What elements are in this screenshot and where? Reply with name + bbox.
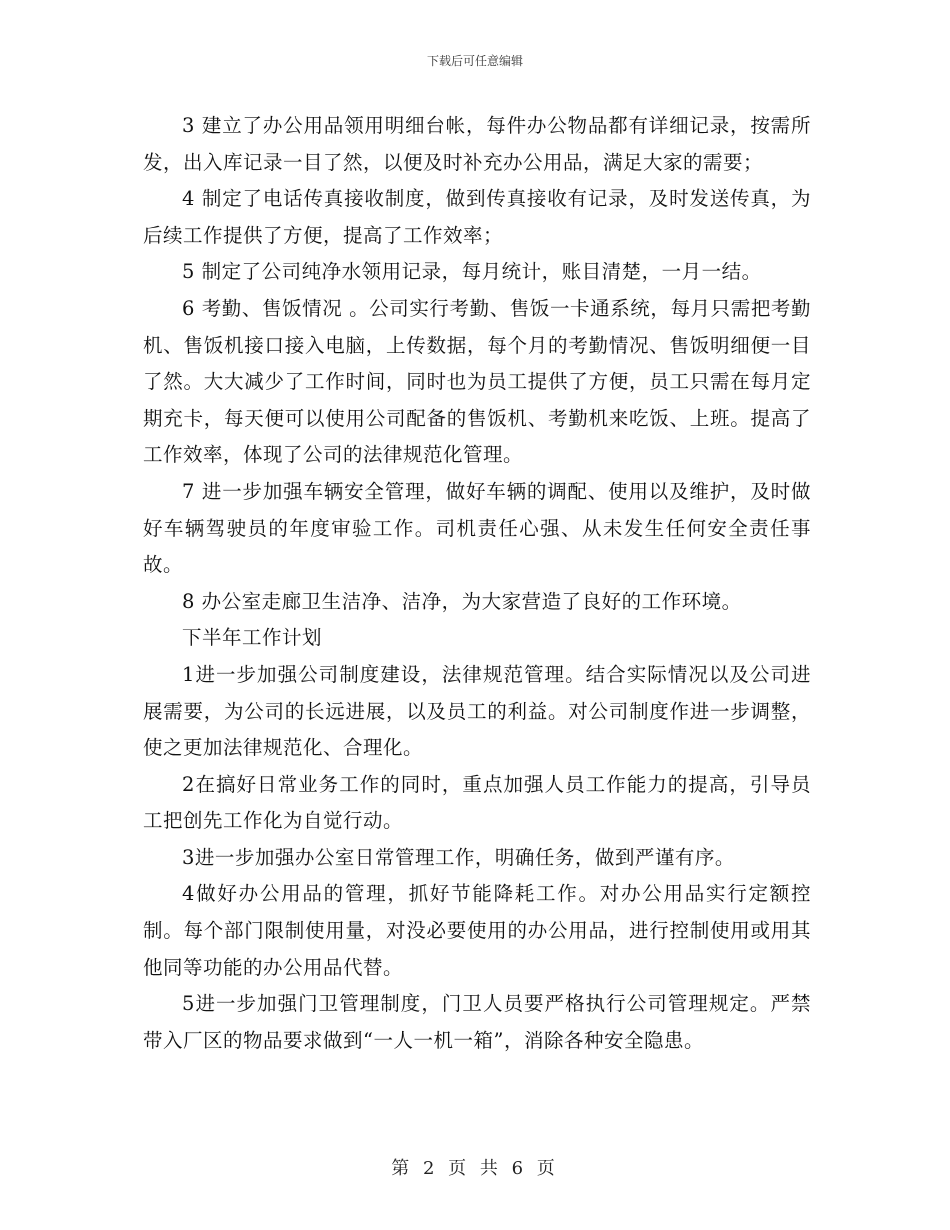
plan-item-1: 1进一步加强公司制度建设，法律规范管理。结合实际情况以及公司进展需要，为公司的长远进展，以及员工的利益。对公司制度作进一步调整，使之更加法律规范化、合理化。 <box>143 662 811 760</box>
plan-item-4: 4做好办公用品的管理，抓好节能降耗工作。对办公用品实行定额控制。每个部门限制使用量，对没必要使用的办公用品，进行控制使用或用其他同等功能的办公用品代替。 <box>143 882 811 979</box>
paragraph-item-7: 7 进一步加强车辆安全管理，做好车辆的调配、使用以及维护，及时做好车辆驾驶员的年度审验工作。司机责任心强、从未发生任何安全责任事故。 <box>143 479 811 577</box>
paragraph-item-4: 4 制定了电话传真接收制度，做到传真接收有记录，及时发送传真，为后续工作提供了方便，提高了工作效率； <box>143 187 811 247</box>
page-header: 下载后可任意编辑 <box>426 54 523 68</box>
paragraph-item-3: 3 建立了办公用品领用明细台帐，每件办公物品都有详细记录，按需所发，出入库记录一目了然，以便及时补充办公用品，满足大家的需要； <box>143 114 811 174</box>
plan-item-3: 3进一步加强办公室日常管理工作，明确任务，做到严谨有序。 <box>182 845 735 869</box>
paragraph-item-8: 8 办公室走廊卫生洁净、洁净，为大家营造了良好的工作环境。 <box>182 589 742 613</box>
document-body <box>143 108 811 1059</box>
section-heading: 下半年工作计划 <box>182 626 323 650</box>
plan-item-2: 2在搞好日常业务工作的同时，重点加强人员工作能力的提高，引导员工把创先工作化为自觉行动。 <box>143 772 811 833</box>
paragraph-item-5: 5 制定了公司纯净水领用记录，每月统计，账目清楚，一月一结。 <box>182 260 762 284</box>
plan-item-5: 5进一步加强门卫管理制度，门卫人员要严格执行公司管理规定。严禁带入厂区的物品要求做到“一人一机一箱”，消除各种安全隐患。 <box>143 992 811 1052</box>
paragraph-item-6: 6 考勤、售饭情况 。公司实行考勤、售饭一卡通系统，每月只需把考勤机、售饭机接口接入电脑，上传数据，每个月的考勤情况、售饭明细便一目了然。大大减少了工作时间，同时也为员工提供了方便，员工只需在每月定期充卡，每天便可以使用公司配备的售饭机、考勤机来吃饭、上班。提高了工作效率，体现了公司的法律规范化管理。 <box>143 296 811 467</box>
page-number-footer: 第 2 页 共 6 页 <box>391 1158 559 1179</box>
